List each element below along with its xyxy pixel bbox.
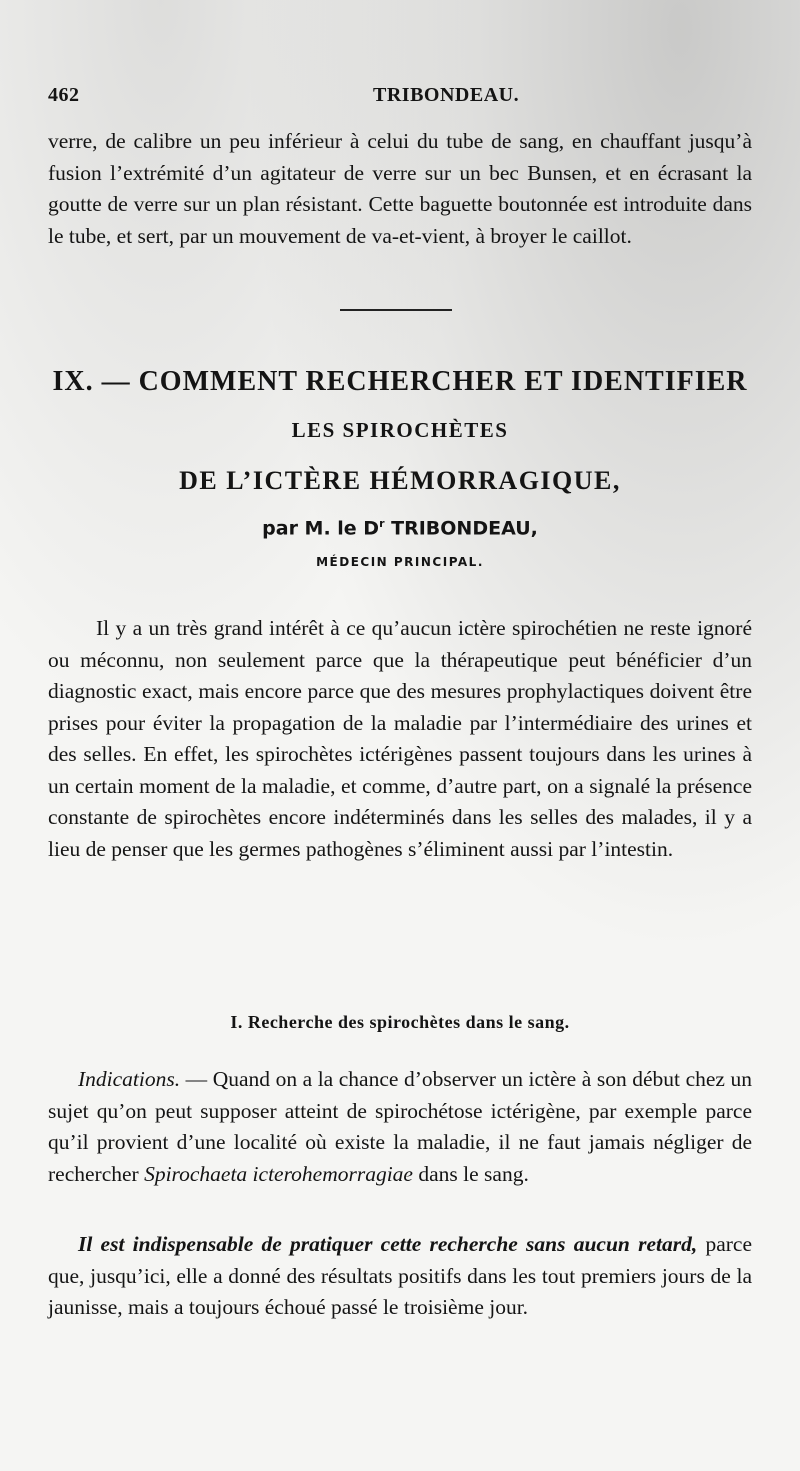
author-name: TRIBONDEAU, <box>384 517 538 540</box>
author-affiliation: MÉDECIN PRINCIPAL. <box>316 555 484 569</box>
indications-text-1: — Quand on a la chance d’observer un ictère à son début chez un sujet qu’on peut supposer atteint de spirochétose ictérigène, par exemple parce qu’il provient d’une localité où existe la maladie, il ne faut jamais négliger de rechercher <box>48 1067 752 1186</box>
chapter-subtitle-line-2: DE L’ICTÈRE HÉMORRAGIQUE, <box>179 466 621 495</box>
section-divider <box>340 309 452 311</box>
paragraph-indications <box>48 1064 752 1190</box>
chapter-subtitle-line-1: LES SPIROCHÈTES <box>291 418 509 442</box>
paragraph-continuation: verre, de calibre un peu inférieur à celui du tube de sang, en chauffant jusqu’à fusion l’extrémité d’un agitateur de verre sur un bec Bunsen, et en écrasant la goutte de verre sur un plan résistant. Cette baguette boutonnée est introduite dans le tube, et sert, par un mouvement de va-et-vient, à broyer le caillot. <box>48 129 752 248</box>
chapter-title: IX. — COMMENT RECHERCHER ET IDENTIFIER <box>52 366 748 397</box>
urgency-text: parce que, jusqu’ici, elle a donné des résultats positifs dans les tout premiers jours de la jaunisse, mais a toujours échoué passé le troisième jour. <box>48 1232 752 1319</box>
running-head <box>48 84 752 114</box>
paragraph-urgency <box>48 1229 752 1324</box>
urgency-emphasis: Il est indispensable de pratiquer cette recherche sans aucun retard, <box>78 1232 698 1256</box>
indications-lead: Indications. <box>78 1067 181 1091</box>
species-name: Spirochaeta icterohemorragiae <box>144 1161 413 1186</box>
section-heading: I. Recherche des spirochètes dans le sang. <box>230 1012 570 1032</box>
running-title: TRIBONDEAU. <box>373 84 520 106</box>
paragraph-introduction: Il y a un très grand intérêt à ce qu’aucun ictère spirochétien ne reste ignoré ou méconnu, non seulement parce que la thérapeutique peut bénéficier d’un diagnostic exact, mais encore parce que des mesures prophylactiques doivent être prises pour éviter la propagation de la maladie par l’intermédiaire des urines et des selles. En effet, les spirochètes ictérigènes passent toujours dans les urines à un certain moment de la maladie, et comme, d’autre part, on a signalé la présence constante de spirochètes encore indéterminés dans les selles des malades, il y a lieu de penser que les germes pathogènes s’éliminent aussi par l’intestin. <box>48 616 752 861</box>
author-byline <box>0 517 800 539</box>
byline-prefix: par M. le D <box>262 517 380 540</box>
byline-superscript: r <box>379 517 385 530</box>
indications-text-2: dans le sang. <box>412 1161 529 1186</box>
page-number: 462 <box>48 84 80 106</box>
